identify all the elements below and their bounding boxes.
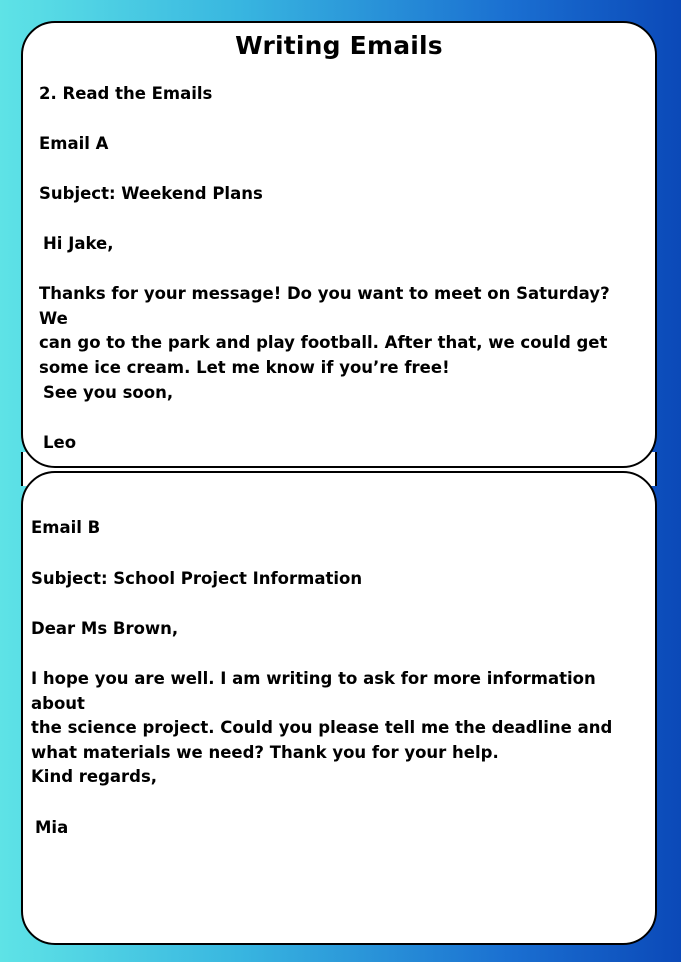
email-b-body-line: the science project. Could you please tell me the deadline and xyxy=(31,718,613,737)
email-b-subject: Subject: School Project Information xyxy=(31,569,363,588)
email-b-body xyxy=(31,667,646,765)
email-a-label: Email A xyxy=(39,134,109,153)
email-a-body xyxy=(39,282,639,380)
page-title: Writing Emails xyxy=(235,31,443,60)
email-a-signature: Leo xyxy=(43,433,77,452)
email-b-body-line: what materials we need? Thank you for your help. xyxy=(31,742,499,762)
email-b-body-line: I hope you are well. I am writing to ask for more information about xyxy=(31,669,596,713)
email-a-body-line: Thanks for your message! Do you want to meet on Saturday? We xyxy=(39,284,610,328)
email-a-closing: See you soon, xyxy=(43,383,174,402)
email-a-card xyxy=(21,21,657,468)
email-b-card xyxy=(21,471,657,945)
email-a-greeting: Hi Jake, xyxy=(43,234,114,253)
email-b-label: Email B xyxy=(31,518,101,537)
email-b-signature: Mia xyxy=(35,818,69,837)
section-heading: 2. Read the Emails xyxy=(39,84,213,103)
email-a-body-line: can go to the park and play football. After that, we could get xyxy=(39,333,608,352)
email-b-greeting: Dear Ms Brown, xyxy=(31,619,179,638)
email-a-body-line: some ice cream. Let me know if you’re free! xyxy=(39,357,450,377)
email-a-subject: Subject: Weekend Plans xyxy=(39,184,263,203)
email-b-closing: Kind regards, xyxy=(31,767,158,786)
